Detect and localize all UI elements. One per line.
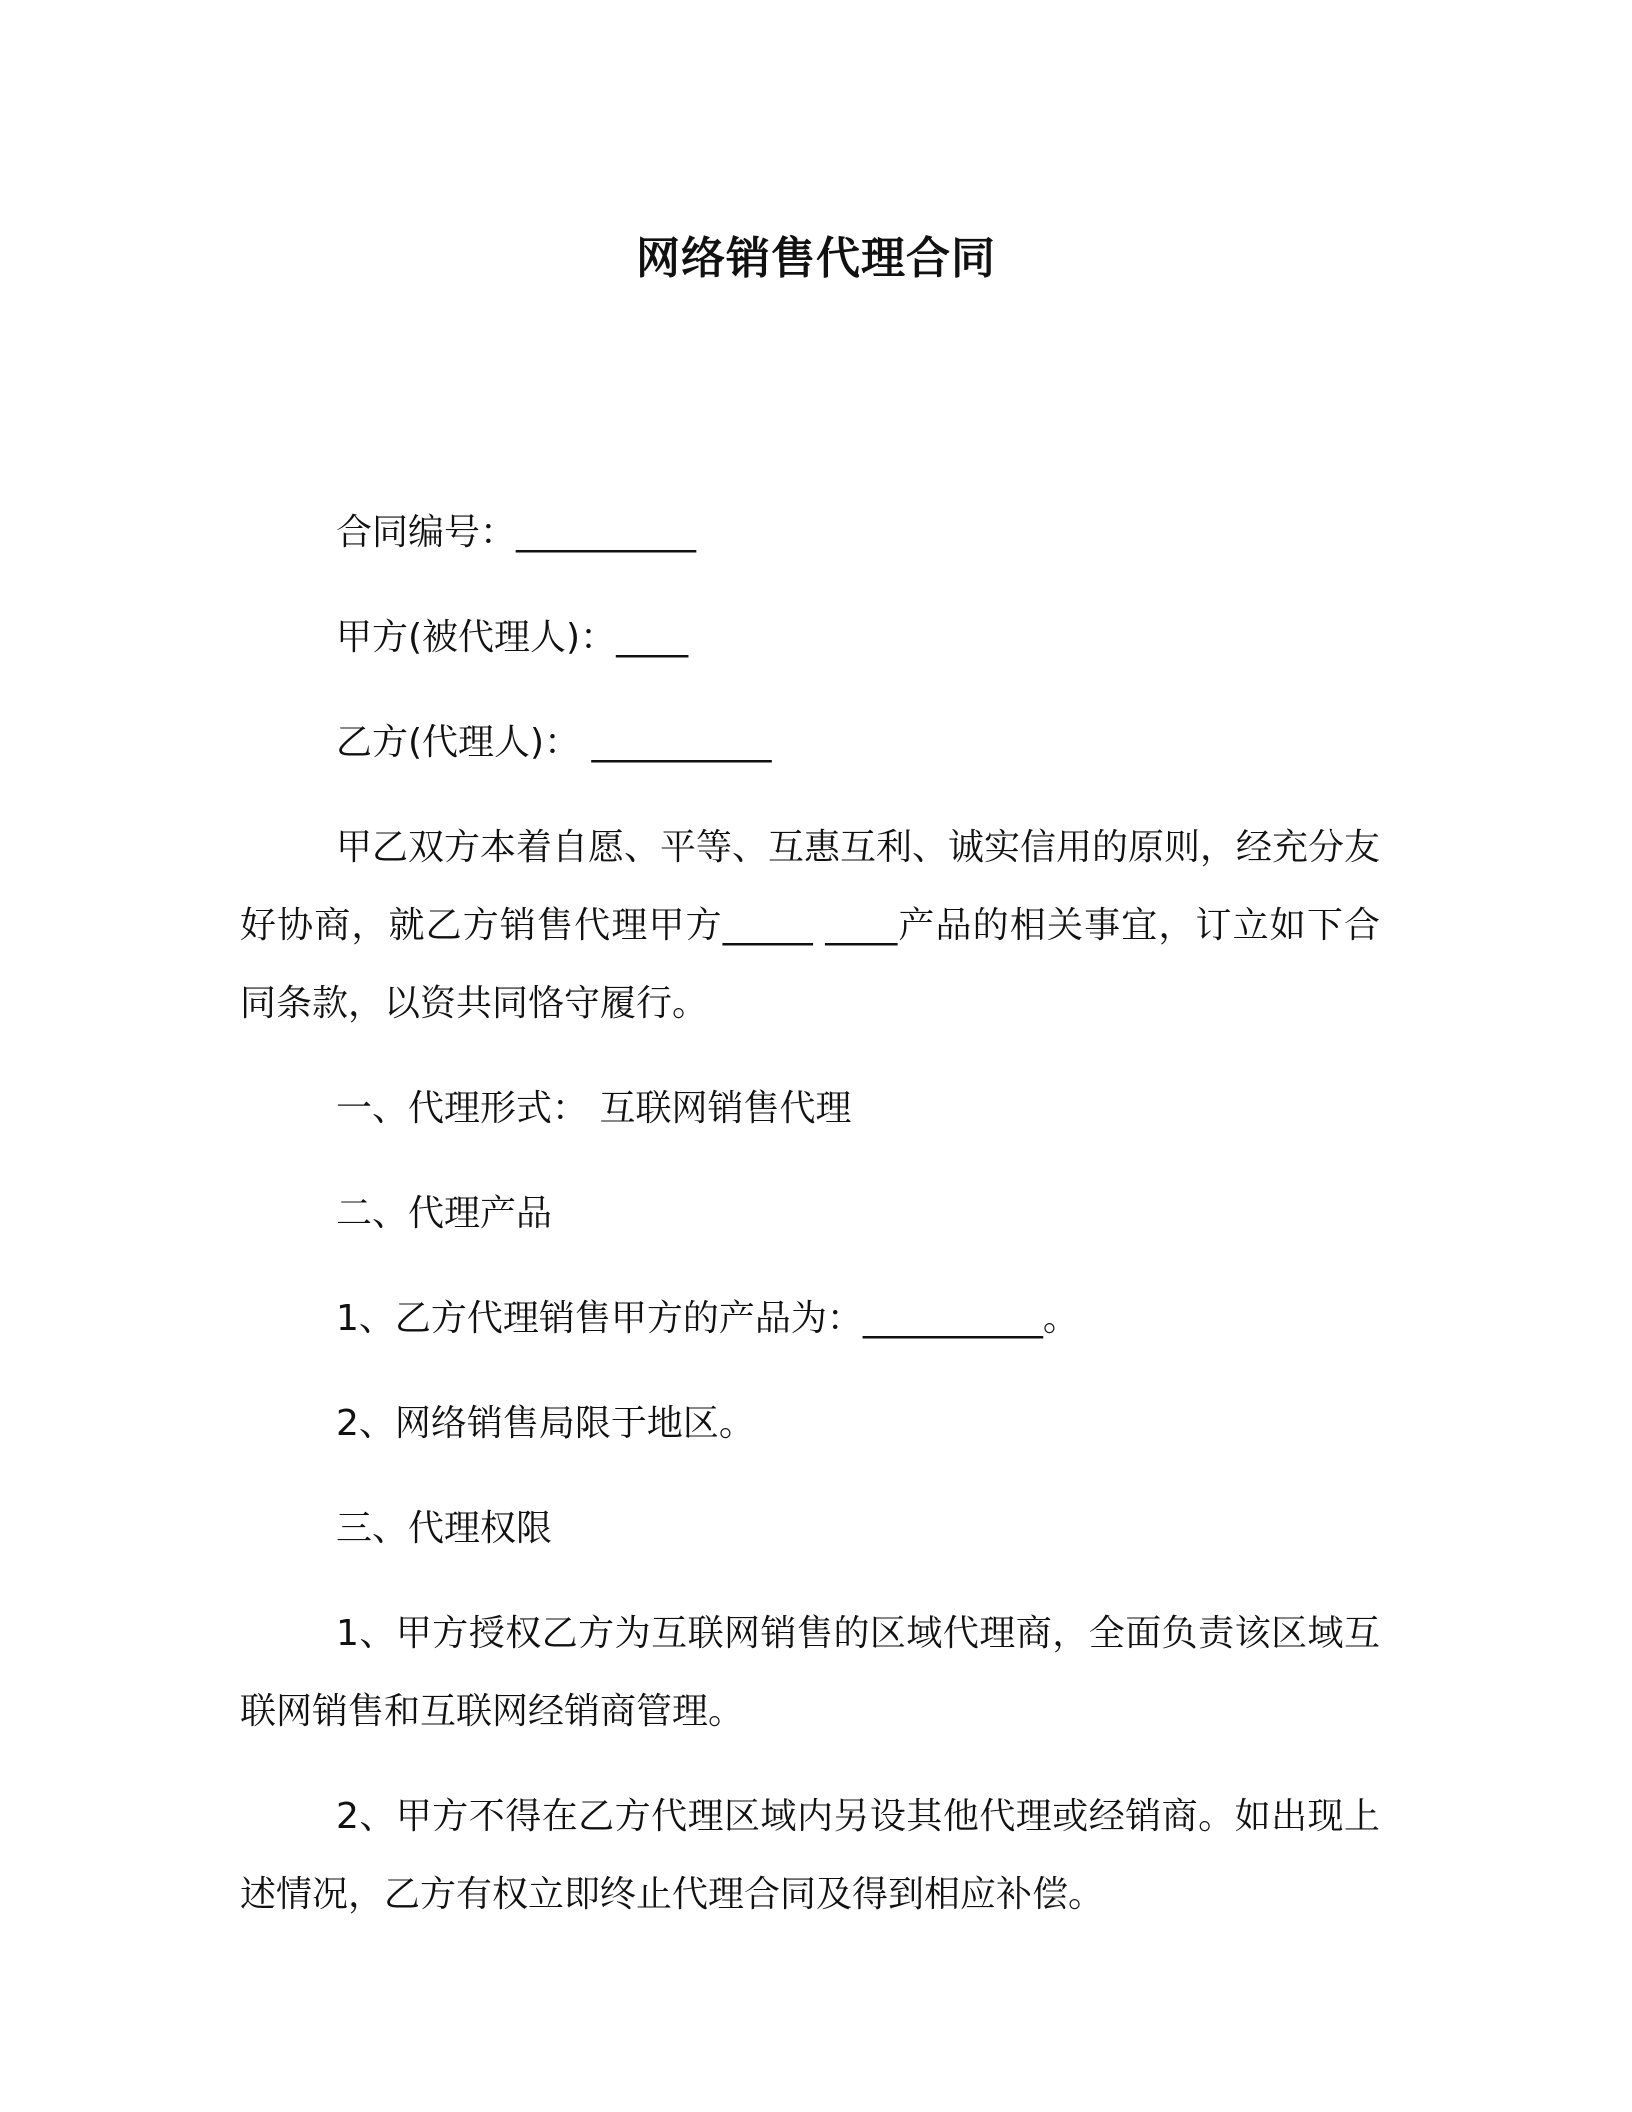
contract-number-line: 合同编号：__________ bbox=[336, 512, 697, 553]
section-2-heading: 二、代理产品 bbox=[336, 1193, 553, 1234]
preamble-paragraph: 甲乙双方本着自愿、平等、互惠互利、诚实信用的原则，经充分友好协商，就乙方销售代理甲方_____ ____产品的相关事宜，订立如下合同条款，以资共同恪守履行。 bbox=[240, 827, 1381, 1024]
section-3-item-1: 1、甲方授权乙方为互联网销售的区域代理商，全面负责该区域互联网销售和互联网经销商管理。 bbox=[240, 1613, 1380, 1732]
section-3-item-2: 2、甲方不得在乙方代理区域内另设其他代理或经销商。如出现上述情况，乙方有权立即终止代理合同及得到相应补偿。 bbox=[240, 1796, 1380, 1915]
document-title: 网络销售代理合同 bbox=[636, 233, 996, 284]
section-2-item-2: 2、网络销售局限于地区。 bbox=[336, 1403, 755, 1444]
party-a-line: 甲方(被代理人)：____ bbox=[336, 617, 689, 658]
party-b-line: 乙方(代理人)： __________ bbox=[336, 722, 772, 763]
section-1-heading: 一、代理形式： 互联网销售代理 bbox=[336, 1088, 852, 1129]
document-body bbox=[240, 494, 1380, 1961]
section-2-item-1: 1、乙方代理销售甲方的产品为：__________。 bbox=[336, 1298, 1079, 1339]
section-3-heading: 三、代理权限 bbox=[336, 1508, 553, 1549]
